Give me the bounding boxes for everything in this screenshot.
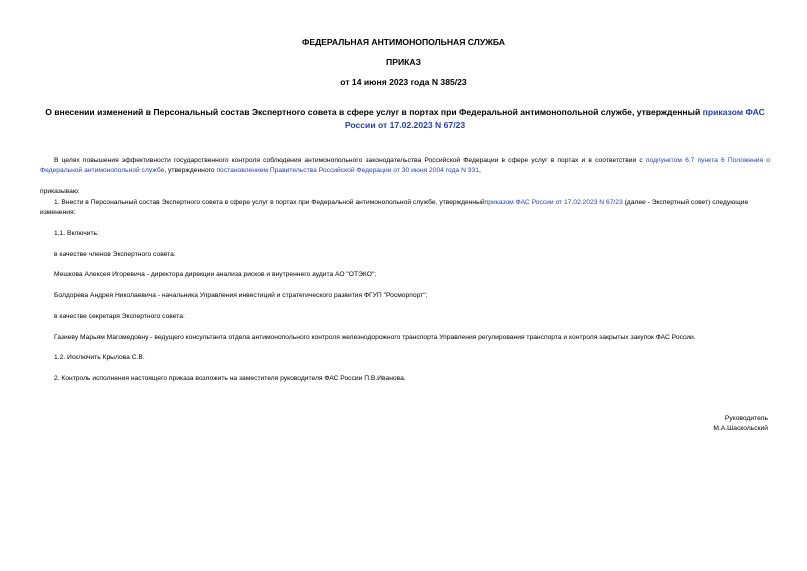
preamble-paragraph xyxy=(40,156,770,177)
regulation-link[interactable]: подпунктом 6.7 пункта 6 Положения о Федеральной антимонопольной службе xyxy=(40,157,770,175)
signature-name: М.А.Шаскольский xyxy=(713,425,768,433)
signature-role: Руководитель xyxy=(724,415,768,422)
secretary-entry: Газиеву Марьям Магомедовну - ведущего консультанта отдела антимонопольного контроля железнодорожного транспорта Управления регулирования транспорта и контроля закрытых закупок ФАС России. xyxy=(54,334,696,341)
title-text: О внесении изменений в Персональный состав Экспертного совета в сфере услуг в портах при Федеральной антимонопольной службе, утвержденный xyxy=(45,107,703,117)
item-1-text-1: 1. Внести в Персональный состав Экспертного совета в сфере услуг в портах при Федеральной антимонопольной службе, утвержденный xyxy=(54,199,485,206)
preamble-text-1: В целях повышения эффективности государственного контроля соблюдения антимонопольного законодательства Российской Федерации в сфере услуг в портах и в соответствии с xyxy=(54,157,646,164)
item-1-paragraph xyxy=(40,198,770,219)
order-word: приказываю: xyxy=(40,188,80,195)
document-date: от 14 июня 2023 года N 385/23 xyxy=(340,77,467,87)
member-2: Болдорева Андрея Николаевича - начальника Управления инвестиций и стратегического развития ФГУП "Росморпорт"; xyxy=(54,292,428,299)
member-1: Мешкова Алексея Игоревича - директора дирекции анализа рисков и внутреннего аудита АО "ОТЭКО"; xyxy=(54,271,377,278)
preamble-text-2: , утвержденного xyxy=(164,167,217,175)
document-title xyxy=(40,106,770,131)
government-decree-link[interactable]: постановлением Правительства Российской Федерации от 30 июня 2004 года N 331 xyxy=(216,167,479,175)
item-1-2: 1.2. Исключить Крылова С.В. xyxy=(54,354,145,361)
secretary-heading: в качестве секретаря Экспертного совета: xyxy=(54,313,185,320)
item-2: 2. Контроль исполнения настоящего приказа возложить на заместителя руководителя ФАС России П.В.Иванова. xyxy=(54,375,406,382)
members-heading: в качестве членов Экспертного совета: xyxy=(54,251,176,258)
title-order-link[interactable]: приказом ФАС России от 17.02.2023 N 67/23 xyxy=(344,107,765,130)
signature-block xyxy=(713,414,768,435)
item-1-order-link[interactable]: приказом ФАС России от 17.02.2023 N 67/23 xyxy=(484,199,623,206)
organization-heading: ФЕДЕРАЛЬНАЯ АНТИМОНОПОЛЬНАЯ СЛУЖБА xyxy=(302,37,505,47)
document-kind: ПРИКАЗ xyxy=(386,57,421,67)
item-1-text-2: (далее - Экспертный совет) следующие изменения: xyxy=(40,199,749,217)
preamble-text-3: , xyxy=(478,167,481,175)
item-1-1: 1.1. Включить: xyxy=(54,230,99,237)
